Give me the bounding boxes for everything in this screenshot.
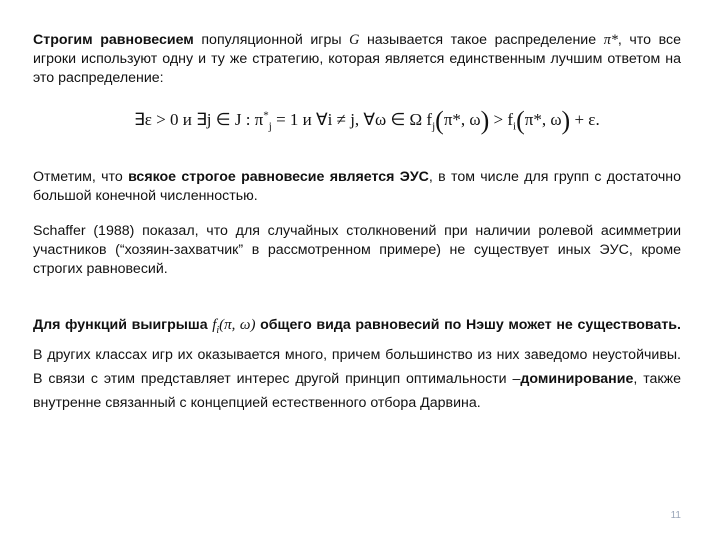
formula-part: > f	[489, 110, 514, 129]
bold-text: общего вида равновесий по Нэшу может не существовать.	[255, 317, 681, 333]
payoff-function	[212, 317, 256, 336]
formula-sub: j	[268, 120, 272, 133]
paren: (	[435, 106, 444, 135]
text-span: , что все игроки используют одну и ту же стратегию, которая является единственным лучшим ответом на это распределение:	[33, 32, 681, 86]
f-symbol: f	[212, 317, 217, 333]
paren: )	[480, 106, 490, 135]
text-span: Schaffer (1988) показал, что для случайных столкновений при наличии ролевой асимметрии участников (“хозяин-захватчик” в рассмотренном примере) не существует иных ЭУС, кроме строгих равновесий.	[33, 223, 681, 277]
ess-note-paragraph	[33, 168, 681, 206]
strict-equilibrium-formula	[134, 106, 600, 136]
formula-part: + ε.	[570, 110, 600, 129]
schaffer-paragraph	[33, 222, 681, 279]
definition-paragraph	[33, 31, 681, 88]
formula-sub: i	[513, 120, 517, 133]
formula-part: = 1 и ∀i ≠ j, ∀ω ∈ Ω f	[271, 110, 433, 129]
bold-claim: всякое строгое равновесие является ЭУС	[128, 169, 429, 185]
text-span: , в том числе для групп с достаточно большой конечной численностью.	[33, 169, 681, 204]
bold-text: Для функций выигрыша	[33, 317, 213, 333]
formula-sub: j	[432, 120, 436, 133]
formula-arg: π*, ω	[443, 110, 481, 129]
paren: )	[561, 106, 571, 135]
formula-sup: *	[263, 109, 269, 122]
text-span: Отметим, что	[33, 169, 129, 185]
text-span: , также внутренне связанный с концепцией естественного отбора Дарвина.	[33, 371, 682, 411]
formula-part: ∃ε > 0 и ∃j ∈ J : π	[134, 110, 264, 129]
page-number: 11	[670, 510, 681, 521]
nash-paragraph	[33, 313, 681, 415]
formula-arg: π*, ω	[524, 110, 562, 129]
term-strict-equilibrium: Строгим равновесием	[33, 32, 194, 48]
text-span: называется такое распределение	[359, 32, 604, 48]
f-sub: i	[216, 325, 220, 336]
bold-dominance: доминирование	[520, 371, 634, 387]
text-span: популяционной игры	[193, 32, 350, 48]
pi-star-symbol: π*	[603, 32, 618, 48]
f-args: (π, ω)	[219, 317, 256, 333]
text-span: В других классах игр их оказывается много, причем большинство из них заведомо неустойчивы. В связи с этим представляет интерес другой принцип оптимальности –	[33, 347, 681, 387]
game-symbol: G	[349, 32, 360, 48]
paren: (	[516, 106, 525, 135]
